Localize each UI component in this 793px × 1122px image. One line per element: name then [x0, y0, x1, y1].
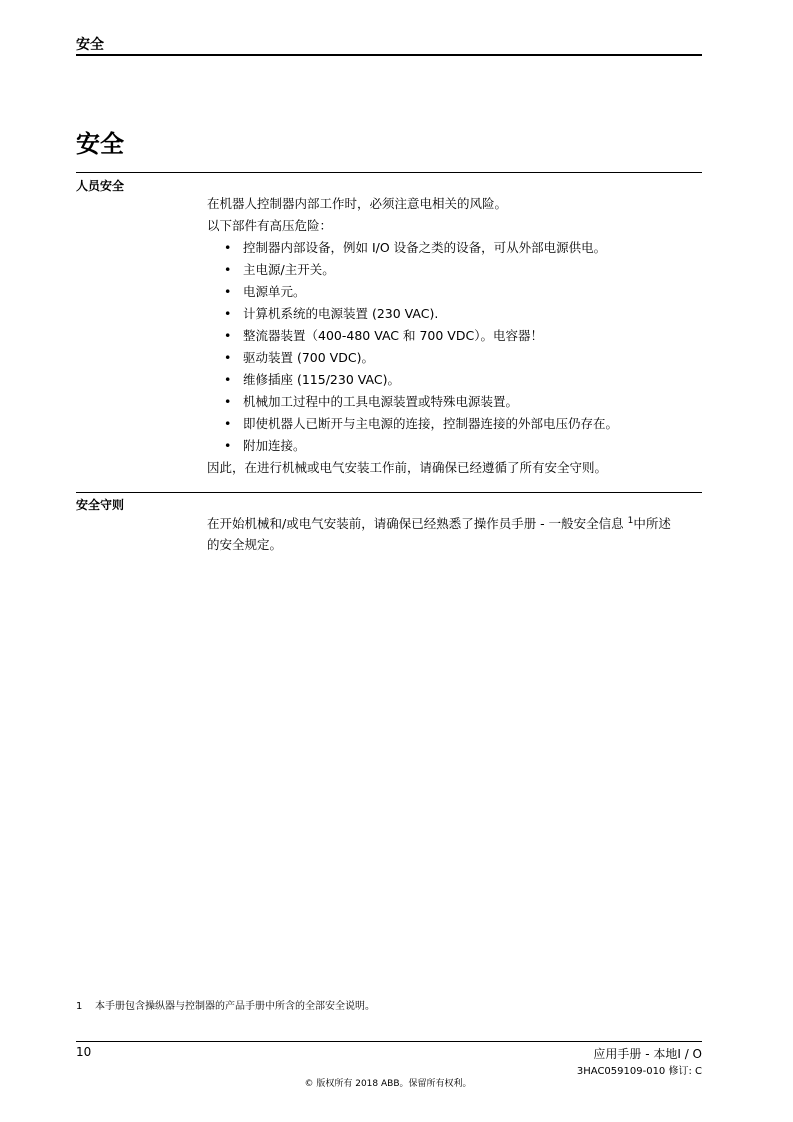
footnote: [76, 997, 375, 1012]
section-rule-safety-rules: [76, 492, 702, 493]
section-body-safety-rules: [207, 513, 703, 555]
list-item: • 机械加工过程中的工具电源装置或特殊电源装置。: [207, 391, 703, 413]
footnote-reference[interactable]: 1: [627, 516, 634, 526]
list-intro: 以下部件有高压危险：: [207, 218, 333, 233]
footer-rule: [76, 1041, 702, 1042]
safety-rules-text-end: 的安全规定。: [207, 537, 283, 552]
header-rule: [76, 54, 702, 56]
section-label-safety-rules: 安全守则: [76, 498, 125, 512]
section-rule-personnel: [76, 172, 702, 173]
list-item: • 维修插座 (115/230 VAC)。: [207, 369, 703, 391]
list-item: • 整流器装置（400-480 VAC 和 700 VDC）。电容器！: [207, 325, 703, 347]
list-item: • 计算机系统的电源装置 (230 VAC).: [207, 303, 703, 325]
section-label-personnel-safety: 人员安全: [76, 179, 125, 193]
copyright-notice: © 版权所有 2018 ABB。保留所有权利。: [304, 1079, 472, 1089]
running-header-title: 安全: [76, 37, 104, 53]
page-title: 安全: [76, 130, 124, 158]
list-item: • 控制器内部设备，例如 I/O 设备之类的设备，可从外部电源供电。: [207, 237, 703, 259]
safety-rules-text: 在开始机械和/或电气安装前，请确保已经熟悉了操作员手册 - 一般安全信息: [207, 516, 624, 531]
list-item: • 即使机器人已断开与主电源的连接，控制器连接的外部电压仍存在。: [207, 413, 703, 435]
list-item: • 电源单元。: [207, 281, 703, 303]
list-item: • 附加连接。: [207, 435, 703, 457]
intro-paragraph: 在机器人控制器内部工作时，必须注意电相关的风险。: [207, 196, 508, 211]
hazard-list: [207, 237, 703, 457]
safety-rules-text-cont: 中所述: [633, 516, 671, 531]
conclusion-paragraph: 因此，在进行机械或电气安装工作前，请确保已经遵循了所有安全守则。: [207, 460, 608, 475]
list-item: • 主电源/主开关。: [207, 259, 703, 281]
footnote-mark: 1: [76, 1001, 83, 1012]
page-number: 10: [76, 1045, 92, 1059]
safety-rules-paragraph: [207, 513, 703, 555]
section-body-personnel-safety: [207, 193, 703, 479]
footnote-text: 本手册包含操纵器与控制器的产品手册中所含的全部安全说明。: [95, 1001, 375, 1012]
manual-title: 应用手册 - 本地I / O: [593, 1047, 702, 1061]
document-id: 3HAC059109-010 修订: C: [576, 1066, 702, 1077]
list-item: • 驱动装置 (700 VDC)。: [207, 347, 703, 369]
